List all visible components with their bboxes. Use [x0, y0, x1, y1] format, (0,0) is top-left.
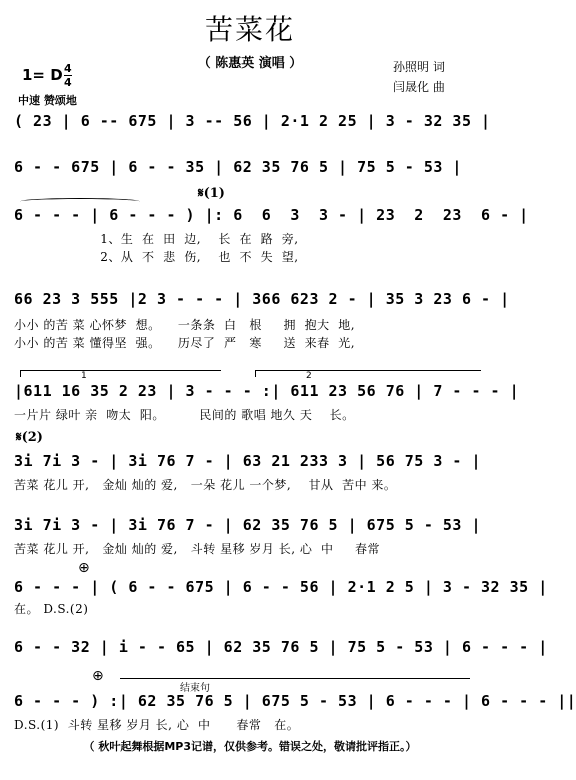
score-line-4: 66 23 3 555 |2 3 - - - | 366 623 2 - | 35 3 23 6 - | — [14, 290, 510, 308]
lyric-line-7: 苦菜 花儿 开, 金灿 灿的 爱, 斗转 星移 岁月 长, 心 中 春常 — [14, 542, 381, 556]
song-title: 苦菜花 — [204, 13, 295, 46]
score-line-1: ( 23 | 6 -- 675 | 3 -- 56 | 2·1 2 25 | 3 - 32 35 | — [14, 112, 491, 130]
score-line-6: 3i 7i 3 - | 3i 76 7 - | 63 21 233 3 | 56 75 3 - | — [14, 452, 482, 470]
segno-1: 𝄋(1) — [198, 186, 225, 201]
score-line-8: 6 - - - | ( 6 - - 675 | 6 - - 56 | 2·1 2 5 | 3 - 32 35 | — [14, 578, 548, 596]
time-signature-bottom: 4 — [64, 76, 72, 89]
score-line-9: 6 - - 32 | i - - 65 | 62 35 76 5 | 75 5 - 53 | 6 - - - | — [14, 638, 548, 656]
ending-bracket: 结束句 — [120, 678, 470, 685]
lyric-line-3a: 1、生 在 田 边, 长 在 路 旁, — [14, 232, 299, 246]
score-line-10: 6 - - - ) :| 62 35 76 5 | 675 5 - 53 | 6 - - - | 6 - - - || — [14, 692, 576, 710]
lyric-line-6: 苦菜 花儿 开, 金灿 灿的 爱, 一朵 花儿 一个梦, 甘从 苦中 来。 — [14, 478, 397, 492]
score-line-7: 3i 7i 3 - | 3i 76 7 - | 62 35 76 5 | 675 5 - 53 | — [14, 516, 482, 534]
score-line-2: 6 - - 675 | 6 - - 35 | 62 35 76 5 | 75 5 - 53 | — [14, 158, 462, 176]
key-signature: 1= D — [22, 66, 63, 84]
lyricist-credit: 孙照明 词 — [393, 60, 445, 74]
coda-icon-2: ⊕ — [92, 668, 104, 684]
lyric-line-4b: 小小 的苦 菜 懂得坚 强。 历尽了 严 寒 送 来春 光, — [14, 336, 356, 350]
score-line-3: 6 - - - | 6 - - - ) |: 6 6 3 3 - | 23 2 23 6 - | — [14, 206, 529, 224]
singer-credit: （ 陈惠英 演唱 ） — [197, 56, 303, 71]
lyric-line-10: D.S.(1) 斗转 星移 岁月 长, 心 中 春常 在。 — [14, 718, 300, 732]
lyric-line-5: 一片片 绿叶 亲 吻太 阳。 民间的 歌唱 地久 天 长。 — [14, 408, 355, 422]
tempo-marking: 中速 赞颂地 — [18, 94, 77, 107]
lyric-line-3b: 2、从 不 悲 伤, 也 不 失 望, — [14, 250, 299, 264]
lyric-line-4a: 小小 的苦 菜 心怀梦 想。 一条条 白 根 拥 抱大 地, — [14, 318, 356, 332]
transcription-note: （ 秋叶起舞根据MP3记谱，仅供参考。错误之处，敬请批评指正。） — [83, 740, 417, 753]
lyric-line-8: 在。 D.S.(2) — [14, 602, 89, 616]
volta-bracket-1: 1 — [20, 370, 221, 377]
segno-2: 𝄋(2) — [16, 430, 43, 445]
score-line-5: |611 16 35 2 23 | 3 - - - :| 611 23 56 76 | 7 - - - | — [14, 382, 520, 400]
time-signature-top: 4 — [64, 62, 72, 75]
tie-arc — [20, 198, 140, 205]
composer-credit: 闫晟化 曲 — [393, 80, 445, 94]
volta-bracket-2: 2 — [255, 370, 481, 377]
coda-icon: ⊕ — [78, 560, 90, 576]
